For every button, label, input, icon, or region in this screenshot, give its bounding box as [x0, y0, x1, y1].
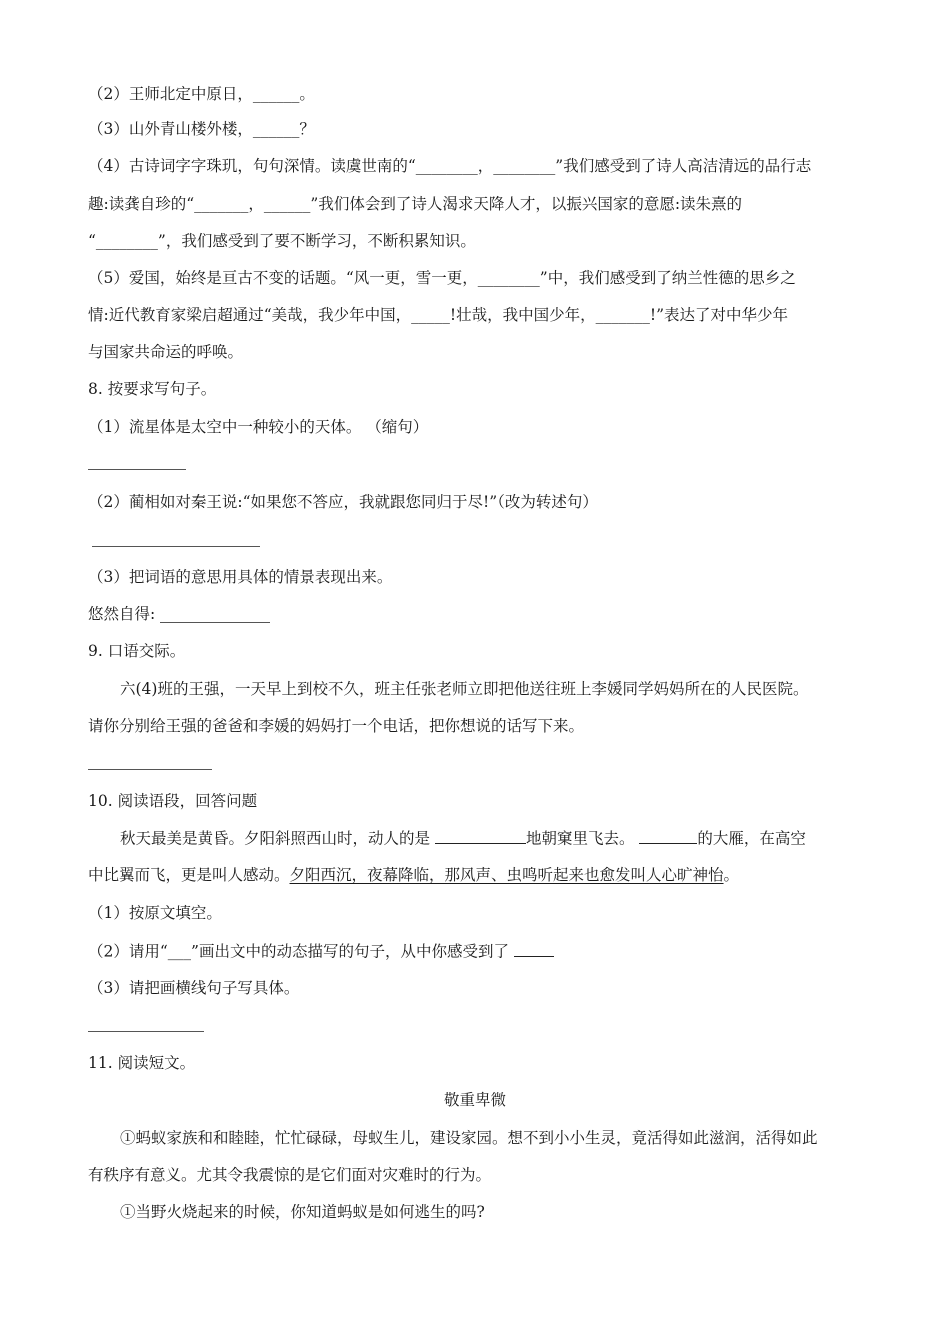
q8-item-3-word: 悠然自得:	[88, 605, 156, 623]
q10-item-2	[88, 940, 868, 963]
q7-item-3: （3）山外青山楼外楼，______？	[88, 120, 315, 138]
q8-item-1: （1）流星体是太空中一种较小的天体。 （缩句）	[88, 418, 429, 436]
q11-title: 11. 阅读短文。	[88, 1054, 196, 1072]
q8-item-2: （2）蔺相如对秦王说:“如果您不答应，我就跟您同归于尽!”（改为转述句）	[88, 493, 598, 511]
q8-title: 8. 按要求写句子。	[88, 380, 217, 398]
q10-passage-line1	[120, 827, 868, 850]
q10-passage-text-e: 。	[723, 866, 740, 884]
q10-passage-text-d: 中比翼而飞，更是叫人感动。	[88, 866, 290, 884]
q7-item-5-line1: （5）爱国，始终是亘古不变的话题。“风一更，雪一更，________”中，我们感受到了纳兰性德的思乡之	[88, 269, 796, 287]
q10-passage-line2	[88, 864, 868, 886]
q7-item-4-line2: 趣:读龚自珍的“_______，______”我们体会到了诗人渴求天降人才，以振兴国家的意愿:读朱熹的	[88, 195, 743, 213]
q10-underlined-sentence: 夕阳西沉，夜幕降临，那风声、虫鸣听起来也愈发叫人心旷神怡	[289, 866, 724, 884]
q10-title: 10. 阅读语段，回答问题	[88, 792, 258, 810]
q7-item-5-line2: 情:近代教育家梁启超通过“美哉，我少年中国，_____!壮哉，我中国少年，_______!”表达了对中华少年	[88, 306, 789, 324]
q7-item-4-line1: （4）古诗词字字珠玑，句句深情。读虞世南的“________，________”我们感受到了诗人高洁清远的品行志	[88, 157, 812, 175]
q9-title: 9. 口语交际。	[88, 642, 186, 660]
q10-fill-blank-1[interactable]	[435, 827, 526, 844]
passage-heading: 敬重卑微	[443, 1091, 506, 1109]
q10-passage-text-b: 地朝窠里飞去。	[525, 829, 640, 848]
q8-answer-line-3[interactable]	[160, 622, 270, 623]
q10-item-3: （3）请把画横线句子写具体。	[88, 979, 300, 997]
q10-item-2-text: （2）请用“___”画出文中的动态描写的句子，从中你感受到了	[88, 942, 514, 961]
q9-prompt-line1: 六(4)班的王强，一天早上到校不久，班主任张老师立即把他送往班上李媛同学妈妈所在的人民医院。	[120, 680, 809, 698]
q11-passage-line1: ①蚂蚁家族和和睦睦，忙忙碌碌，母蚁生儿，建设家园。想不到小小生灵，竟活得如此滋润，活得如此	[120, 1129, 818, 1147]
q7-item-5-line3: 与国家共命运的呼唤。	[88, 343, 244, 361]
q10-passage-text-a: 秋天最美是黄昏。夕阳斜照西山时，动人的是	[120, 829, 435, 848]
q10-fill-blank-2[interactable]	[639, 827, 697, 844]
q7-item-2: （2）王师北定中原日，______。	[88, 85, 315, 103]
q10-item-1: （1）按原文填空。	[88, 904, 222, 922]
q10-passage-text-c: 的大雁，在高空	[697, 829, 806, 848]
q11-passage-line3: ①当野火烧起来的时候，你知道蚂蚁是如何逃生的吗?	[120, 1203, 485, 1221]
q8-item-3: （3）把词语的意思用具体的情景表现出来。	[88, 568, 393, 586]
q8-answer-line-2[interactable]	[92, 546, 260, 547]
q10-fill-blank-3[interactable]	[514, 940, 554, 957]
q8-answer-line-1[interactable]	[88, 469, 186, 470]
q10-answer-line[interactable]	[88, 1031, 204, 1032]
q7-item-4-line3: “________”，我们感受到了要不断学习，不断积累知识。	[88, 232, 476, 250]
q11-passage-line2: 有秩序有意义。尤其令我震惊的是它们面对灾难时的行为。	[88, 1166, 492, 1184]
q9-prompt-line2: 请你分别给王强的爸爸和李媛的妈妈打一个电话，把你想说的话写下来。	[88, 717, 585, 735]
q9-answer-line[interactable]	[88, 769, 212, 770]
